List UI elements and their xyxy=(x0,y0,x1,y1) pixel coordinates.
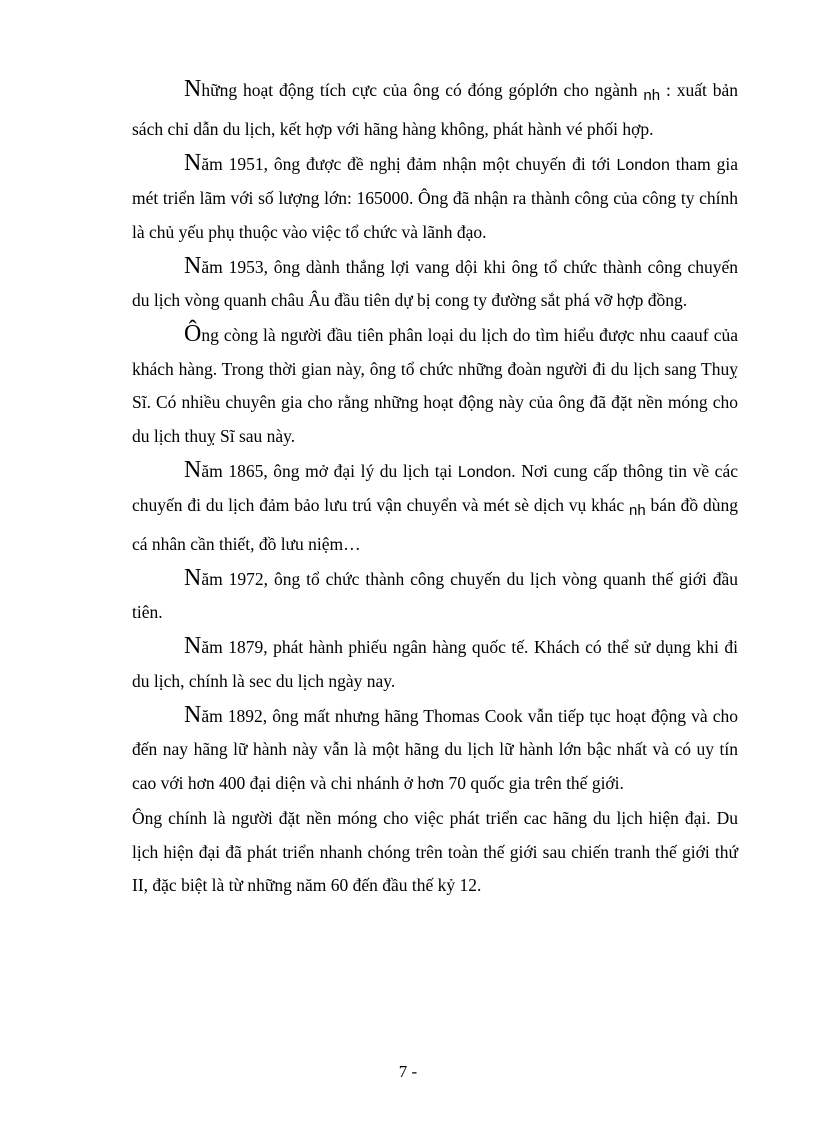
paragraph-text: Ông chính là người đặt nền móng cho việc phát triển cac hãng du lịch hiện đại. Du lịch hiện đại đã phát triển nhanh chóng trên toàn thế giới sau chiến tranh thế giới thứ II, đặc biệt là từ những năm 60 đến đầu thế kỷ 12. xyxy=(132,808,738,895)
inline-term: nh xyxy=(629,502,646,519)
paragraph-7 xyxy=(132,631,738,698)
paragraph-text: : xuất bản sách chỉ dẫn du lịch, kết hợp với hãng hàng không, phát hành vé phối hợp. xyxy=(132,80,738,139)
paragraph-2 xyxy=(132,148,738,250)
paragraph-text: ăm 1972, ông tổ chức thành công chuyến du lịch vòng quanh thế giới đầu tiên. xyxy=(132,568,738,622)
drop-cap: N xyxy=(184,76,202,102)
paragraph-4 xyxy=(132,319,738,453)
paragraph-3 xyxy=(132,251,738,318)
paragraph-text: ăm 1865, ông mở đại lý du lịch tại xyxy=(201,460,458,481)
drop-cap: N xyxy=(184,456,202,483)
inline-term: nh xyxy=(643,87,661,104)
paragraph-text: tham gia mét triển lãm với số lượng lớn: 165000. Ông đã nhận ra thành công của công ty chính là chủ yếu phụ thuộc vào việc tổ chức và lãnh đạo. xyxy=(132,153,739,242)
inline-term: London xyxy=(616,156,670,174)
paragraph-text: hững hoạt động tích cực của ông có đóng góplớn cho ngành xyxy=(201,80,644,100)
drop-cap: Ô xyxy=(184,321,202,347)
paragraph-6 xyxy=(132,563,738,630)
paragraph-9 xyxy=(132,802,738,903)
paragraph-text: ăm 1892, ông mất nhưng hãng Thomas Cook vẫn tiếp tục hoạt động và cho đến nay hãng lữ hành này vẫn là một hãng du lịch lữ hành lớn bậc nhất và có uy tín cao với hơn 400 đại diện và chi nhánh ở hơn 70 quốc gia trên thế giới. xyxy=(132,705,738,793)
paragraph-8 xyxy=(132,700,738,801)
paragraph-5 xyxy=(132,455,738,562)
paragraph-text: ăm 1951, ông được đề nghị đảm nhận một chuyến đi tới xyxy=(201,153,617,174)
paragraph-text: ăm 1953, ông dành thắng lợi vang dội khi ông tổ chức thành công chuyến du lịch vòng quanh châu Âu đầu tiên dự bị cong ty đường sắt phá vỡ hợp đồng. xyxy=(132,256,738,310)
inline-term: London xyxy=(457,463,512,481)
drop-cap: N xyxy=(184,564,202,591)
page-number: 7 - xyxy=(398,1062,418,1081)
body-text xyxy=(132,74,738,904)
paragraph-text: ăm 1879, phát hành phiếu ngân hàng quốc tế. Khách có thể sử dụng khi đi du lịch, chính là sec du lịch ngày nay. xyxy=(132,637,738,691)
drop-cap: N xyxy=(184,701,202,728)
drop-cap: N xyxy=(184,149,202,176)
paragraph-text: . Nơi cung cấp thông tin về các chuyến đi du lịch đảm bảo lưu trú vận chuyển và mét sè dịch vụ khác xyxy=(132,460,738,515)
paragraph-text: ng còng là người đầu tiên phân loại du lịch do tìm hiểu được nhu caauf của khách hàng. Trong thời gian này, ông tổ chức những đoàn người đi du lịch sang Thuỵ Sĩ. Có nhiều chuyên gia cho rằng những hoạt động này của ông đã đặt nền móng cho du lịch thuỵ Sĩ sau này. xyxy=(132,325,738,446)
paragraph-text: bán đồ dùng cá nhân cần thiết, đồ lưu niệm… xyxy=(132,495,738,554)
paragraph-1 xyxy=(132,74,738,146)
drop-cap: N xyxy=(184,252,202,279)
drop-cap: N xyxy=(184,633,202,659)
